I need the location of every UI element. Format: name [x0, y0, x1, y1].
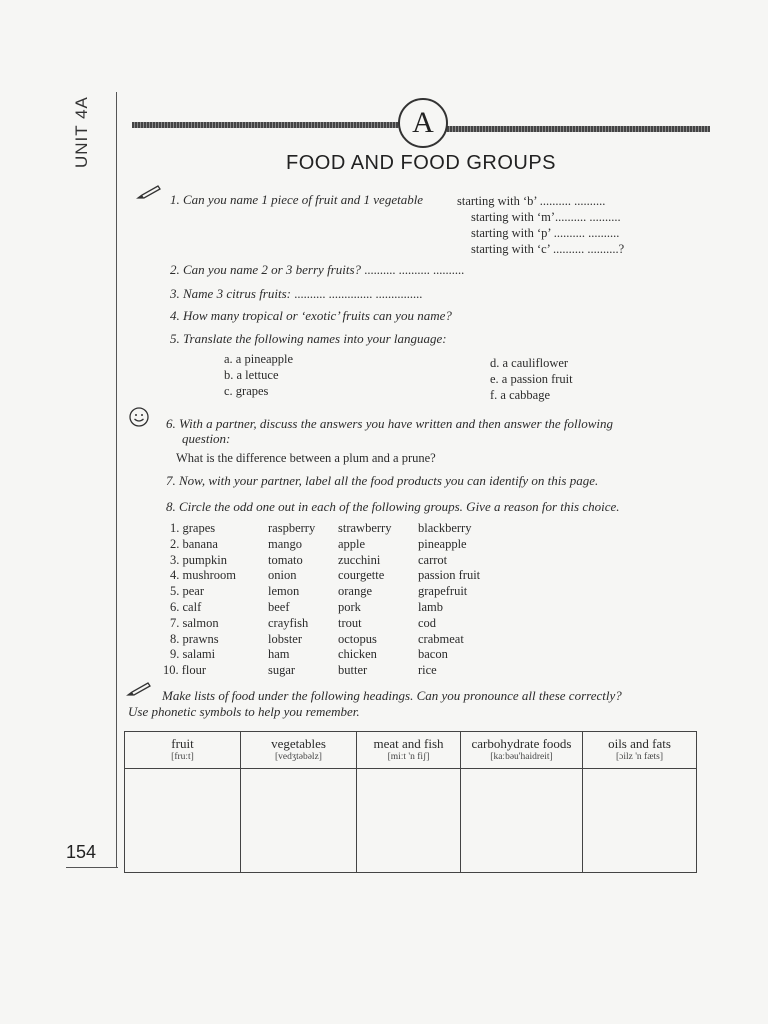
- question-6-sub: What is the difference between a plum and a prune?: [176, 451, 436, 465]
- group-item[interactable]: butter: [338, 663, 368, 678]
- question-text: Can you name 1 piece of fruit and 1 vegetable: [183, 192, 424, 207]
- group-item[interactable]: sugar: [268, 663, 296, 678]
- column-header: oils and fats: [608, 736, 671, 751]
- q1-line: starting with ‘p’ .......... ..........: [471, 226, 620, 240]
- answer-cell-oils-and-fats[interactable]: [583, 769, 697, 873]
- unit-label: UNIT 4A: [72, 96, 91, 168]
- question-5: [170, 331, 447, 347]
- translate-item: a. a pineapple: [224, 352, 294, 366]
- column-phonetic: [ɔilz 'n fæts]: [615, 752, 664, 762]
- group-item[interactable]: trout: [338, 615, 362, 630]
- group-item[interactable]: tomato: [268, 552, 303, 567]
- answer-dots: .......... .............. ...............: [294, 287, 423, 301]
- column-phonetic: [fruːt]: [171, 752, 194, 762]
- column-phonetic: [miːt 'n fiʃ]: [387, 752, 430, 762]
- column-phonetic: [kaːbəu'haidreit]: [490, 752, 553, 762]
- translate-item: f. a cabbage: [490, 388, 551, 402]
- question-text: Now, with your partner, label all the food products you can identify on this page.: [179, 473, 599, 488]
- group-item-first[interactable]: 2. banana: [170, 536, 218, 551]
- question-text: Circle the odd one out in each of the following groups. Give a reason for this choice.: [179, 499, 620, 514]
- group-item[interactable]: bacon: [418, 647, 448, 662]
- question-number: 3.: [170, 286, 180, 301]
- question-number: 2.: [170, 262, 180, 277]
- group-item-first[interactable]: 9. salami: [170, 647, 216, 662]
- table-header-cell: [583, 732, 697, 769]
- question-number: 5.: [170, 331, 180, 346]
- group-item[interactable]: lemon: [268, 584, 300, 599]
- answer-dots: .......... .......... ..........: [364, 263, 465, 277]
- question-number: 1.: [170, 192, 180, 207]
- page-number-rule: [66, 867, 118, 868]
- question-text: Translate the following names into your language:: [183, 331, 447, 346]
- answer-cell-meat-and-fish[interactable]: [357, 769, 461, 873]
- group-item-first[interactable]: 10. flour: [163, 663, 207, 678]
- group-item[interactable]: ham: [268, 647, 290, 662]
- group-item[interactable]: rice: [418, 663, 437, 678]
- question-text: With a partner, discuss the answers you have written and then answer the following: [179, 416, 614, 431]
- group-item-first[interactable]: 3. pumpkin: [170, 552, 227, 567]
- group-item[interactable]: grapefruit: [418, 584, 468, 599]
- food-groups-table: [124, 731, 697, 873]
- group-item-first[interactable]: 4. mushroom: [170, 568, 236, 583]
- group-item[interactable]: lamb: [418, 600, 443, 614]
- q1-line: starting with ‘c’ .......... ..........?: [471, 242, 625, 256]
- question-8: [166, 499, 620, 515]
- group-item-first[interactable]: 1. grapes: [170, 521, 216, 535]
- question-number: 6.: [166, 416, 176, 431]
- section-badge: A: [398, 98, 448, 148]
- question-text: Name 3 citrus fruits:: [183, 286, 291, 301]
- group-item-first[interactable]: 7. salmon: [170, 615, 219, 630]
- table-header-cell: [125, 732, 241, 769]
- translate-item: d. a cauliflower: [490, 356, 569, 370]
- column-header: carbohydrate foods: [471, 736, 572, 751]
- group-item[interactable]: chicken: [338, 647, 377, 662]
- header-rule: [132, 122, 400, 128]
- header-rule: [444, 126, 710, 132]
- group-item[interactable]: raspberry: [268, 521, 316, 535]
- pencil-icon: [126, 681, 152, 697]
- question-text: Can you name 2 or 3 berry fruits?: [183, 262, 362, 277]
- column-header: vegetables: [271, 736, 326, 751]
- translate-item: b. a lettuce: [224, 368, 279, 382]
- page-number: 154: [66, 842, 97, 862]
- question-number: 8.: [166, 499, 176, 514]
- q1-line: starting with ‘b’ .......... ..........: [457, 194, 606, 208]
- column-header: meat and fish: [373, 736, 444, 751]
- table-header-cell: [357, 732, 461, 769]
- group-item[interactable]: crabmeat: [418, 631, 464, 646]
- group-item[interactable]: orange: [338, 584, 373, 599]
- group-item[interactable]: onion: [268, 568, 297, 583]
- question-7: [166, 473, 598, 489]
- group-item[interactable]: zucchini: [338, 552, 381, 567]
- group-item[interactable]: apple: [338, 536, 366, 551]
- question-text: How many tropical or ‘exotic’ fruits can you name?: [183, 308, 452, 323]
- margin-rule: [116, 92, 117, 868]
- column-header: fruit: [171, 736, 194, 751]
- translate-item: c. grapes: [224, 384, 269, 398]
- question-1: [170, 192, 423, 208]
- q1-line: starting with ‘m’.......... ..........: [471, 210, 621, 224]
- group-item[interactable]: crayfish: [268, 615, 309, 630]
- question-6: [166, 416, 613, 432]
- group-item[interactable]: strawberry: [338, 521, 392, 535]
- group-item-first[interactable]: 6. calf: [170, 600, 202, 614]
- page-title: FOOD AND FOOD GROUPS: [285, 152, 557, 174]
- group-item[interactable]: mango: [268, 536, 303, 551]
- question-3: [170, 286, 422, 302]
- translate-item: e. a passion fruit: [490, 372, 573, 386]
- group-item[interactable]: lobster: [268, 631, 303, 646]
- table-header-cell: [461, 732, 583, 769]
- lists-instruction-cont: Use phonetic symbols to help you remember.: [128, 704, 360, 719]
- answer-cell-carbohydrate-foods[interactable]: [461, 769, 583, 873]
- group-item-first[interactable]: 8. prawns: [170, 631, 219, 646]
- answer-cell-fruit[interactable]: [125, 769, 241, 873]
- question-number: 4.: [170, 308, 180, 323]
- group-item[interactable]: pork: [338, 600, 361, 614]
- question-2: [170, 262, 464, 278]
- group-item[interactable]: courgette: [338, 568, 385, 583]
- group-item[interactable]: pineapple: [418, 536, 467, 551]
- question-number: 7.: [166, 473, 176, 488]
- answer-cell-vegetables[interactable]: [241, 769, 357, 873]
- question-6-cont: question:: [182, 431, 231, 446]
- group-item[interactable]: beef: [268, 600, 290, 614]
- question-4: [170, 308, 452, 324]
- lists-instruction: Make lists of food under the following headings. Can you pronounce all these correctly?: [162, 688, 622, 703]
- group-item[interactable]: octopus: [338, 631, 377, 646]
- group-item[interactable]: passion fruit: [418, 568, 481, 583]
- group-item[interactable]: blackberry: [418, 521, 472, 535]
- group-item-first[interactable]: 5. pear: [170, 584, 205, 599]
- column-phonetic: [vedʒtəbəlz]: [275, 752, 322, 762]
- group-item[interactable]: cod: [418, 615, 437, 630]
- table-header-cell: [241, 732, 357, 769]
- group-item[interactable]: carrot: [418, 552, 448, 567]
- pencil-icon: [136, 184, 162, 200]
- smiley-icon: [128, 406, 150, 428]
